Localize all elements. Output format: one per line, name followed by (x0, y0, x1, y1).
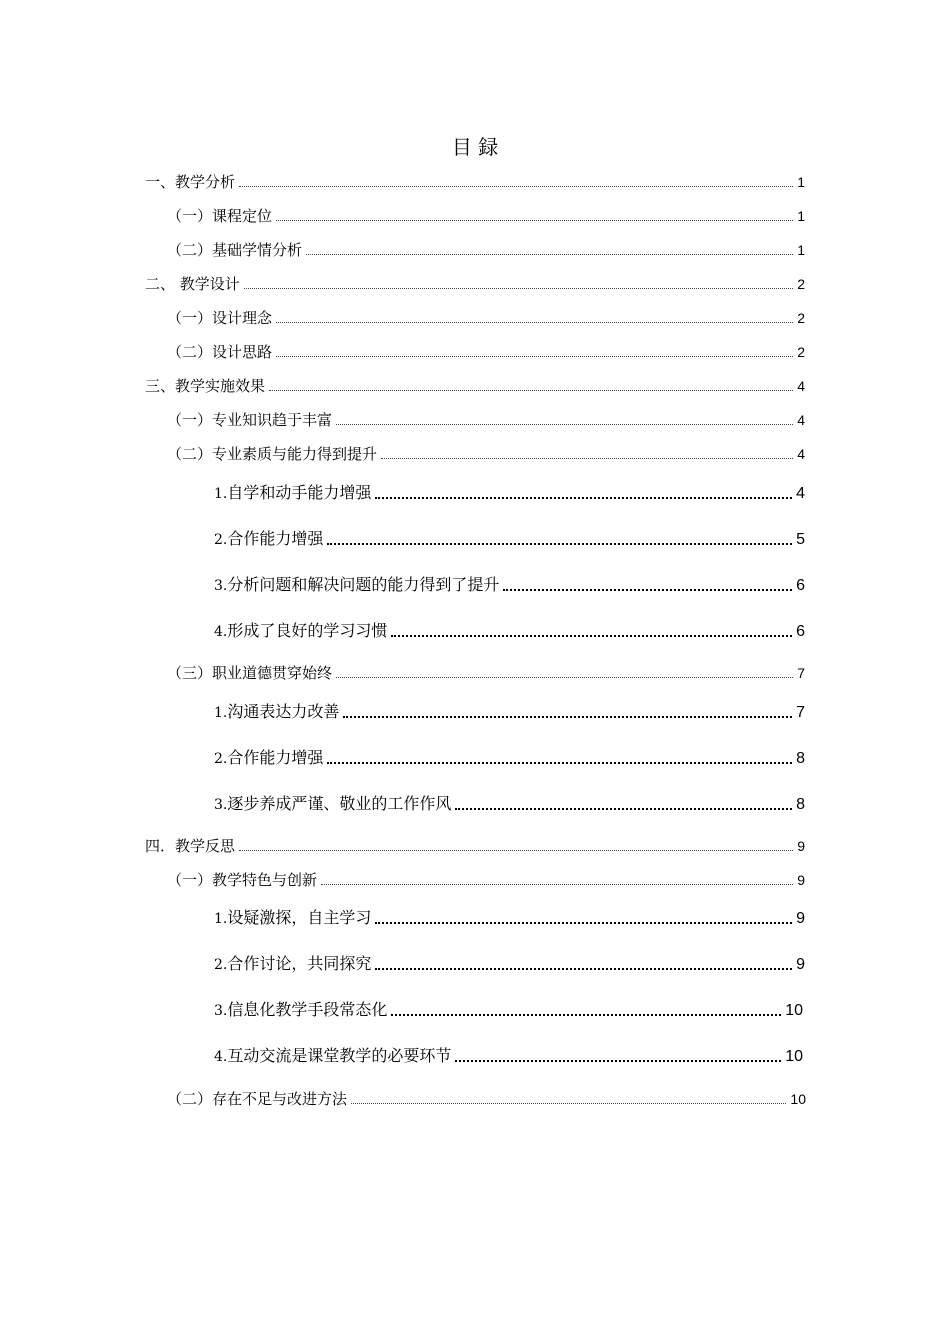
toc-entry-number: 2. (214, 957, 228, 973)
toc-entry-page-number: 2 (797, 310, 805, 326)
toc-entry[interactable] (214, 907, 805, 930)
toc-entry[interactable] (167, 663, 805, 683)
toc-entry-label (214, 1045, 451, 1068)
toc-entry[interactable] (145, 172, 805, 192)
toc-entry-page-number: 1 (797, 242, 805, 258)
toc-entry-page-number: 10 (790, 1091, 806, 1107)
toc-entry-label (167, 308, 272, 328)
toc-entry[interactable] (167, 240, 805, 260)
dot-leader (327, 543, 792, 545)
toc-entry-label (214, 701, 339, 724)
toc-entry-label (167, 342, 272, 362)
toc-entry[interactable] (214, 574, 805, 597)
toc-entry[interactable] (214, 793, 805, 816)
toc-entry-page-number: 9 (797, 872, 805, 888)
toc-entry-page-number: 9 (796, 910, 805, 927)
toc-entry-page-number: 8 (796, 750, 805, 767)
toc-entry-label (214, 482, 371, 505)
toc-entry-text: 形成了良好的学习习惯 (227, 621, 388, 640)
toc-entry-page-number: 6 (796, 623, 805, 640)
dot-leader (244, 288, 793, 289)
toc-entry-label (167, 663, 332, 683)
toc-entry-page-number: 7 (796, 704, 805, 721)
toc-entry-label (167, 240, 302, 260)
toc-entry-page-number: 7 (797, 665, 805, 681)
toc-entry-text: 互动交流是课堂教学的必要环节 (227, 1046, 452, 1065)
toc-entry-label (214, 907, 371, 930)
dot-leader (276, 220, 793, 221)
toc-entry-text: 沟通表达力改善 (227, 702, 340, 721)
toc-entry-label (214, 953, 371, 976)
toc-entry-page-number: 6 (796, 577, 805, 594)
toc-entry-page-number: 1 (797, 174, 805, 190)
dot-leader (455, 808, 792, 810)
toc-entry-text: （二）基础学情分析 (167, 241, 303, 259)
toc-entry-page-number: 10 (785, 1048, 803, 1065)
toc-entry-number: 3. (214, 578, 228, 594)
toc-entry-label (167, 206, 272, 226)
toc-entry[interactable] (167, 410, 805, 430)
toc-entry-text: （二）设计思路 (167, 343, 273, 361)
toc-entry-text: （三）职业道德贯穿始终 (167, 664, 333, 682)
page-title: 目 録 (451, 135, 499, 159)
toc-entry-label (145, 172, 235, 192)
toc-entry-label (145, 274, 240, 294)
toc-entry-page-number: 9 (796, 956, 805, 973)
toc-entry-label (214, 528, 323, 551)
toc-entry-number: 1. (214, 911, 228, 927)
toc-entry-number: 4. (214, 1049, 228, 1065)
dot-leader (306, 254, 793, 255)
toc-entry-label (214, 574, 499, 597)
toc-entry-page-number: 4 (797, 412, 805, 428)
dot-leader (239, 186, 793, 187)
toc-entry-page-number: 8 (796, 796, 805, 813)
dot-leader (336, 424, 793, 425)
toc-entry-number: 1. (214, 486, 228, 502)
toc-entry-text: 分析问题和解决问题的能力得到了提升 (227, 575, 500, 594)
dot-leader (239, 850, 793, 851)
dot-leader (336, 677, 793, 678)
toc-entry-label (167, 444, 377, 464)
toc-entry-text: （一）专业知识趋于丰富 (167, 411, 333, 429)
toc-entry[interactable] (145, 274, 805, 294)
dot-leader (381, 458, 793, 459)
toc-entry-text: 四．教学反思 (145, 837, 236, 855)
toc-entry-text: （二）存在不足与改进方法 (167, 1090, 348, 1108)
toc-entry-label (214, 793, 451, 816)
toc-entry[interactable] (167, 308, 805, 328)
toc-entry-label (167, 870, 317, 890)
dot-leader (455, 1060, 781, 1062)
dot-leader (269, 390, 793, 391)
dot-leader (375, 922, 792, 924)
toc-entry-number: 3. (214, 797, 228, 813)
toc-entry-number: 2. (214, 532, 228, 548)
toc-entry-page-number: 4 (797, 446, 805, 462)
toc-entry-text: （一）课程定位 (167, 207, 273, 225)
toc-entry-text: 合作能力增强 (227, 748, 324, 767)
toc-entry-text: 二、 教学设计 (145, 275, 240, 293)
toc-entry-label (167, 410, 332, 430)
toc-entry[interactable] (145, 376, 805, 396)
toc-entry-text: （一）设计理念 (167, 309, 273, 327)
toc-entry-page-number: 2 (797, 276, 805, 292)
dot-leader (375, 497, 792, 499)
toc-entry-text: 逐步养成严谨、敬业的工作作风 (227, 794, 452, 813)
dot-leader (351, 1103, 786, 1104)
dot-leader (276, 322, 793, 323)
dot-leader (391, 1014, 781, 1016)
toc-entry[interactable] (214, 528, 805, 551)
dot-leader (503, 589, 792, 591)
toc-entry-label (214, 620, 387, 643)
toc-entry-number: 2. (214, 751, 228, 767)
toc-entry[interactable] (214, 953, 805, 976)
toc-entry[interactable] (214, 482, 805, 505)
toc-entry[interactable] (167, 206, 805, 226)
toc-entry[interactable] (214, 999, 803, 1022)
dot-leader (375, 968, 792, 970)
dot-leader (391, 635, 792, 637)
toc-entry-label (214, 747, 323, 770)
toc-entry-page-number: 4 (796, 485, 805, 502)
toc-entry-label (145, 836, 235, 856)
dot-leader (276, 356, 793, 357)
toc-entry[interactable] (167, 342, 805, 362)
toc-entry-text: 设疑激探，自主学习 (227, 908, 372, 927)
toc-entry-page-number: 10 (785, 1002, 803, 1019)
toc-entry-page-number: 9 (797, 838, 805, 854)
toc-entry-text: （一）教学特色与创新 (167, 871, 318, 889)
dot-leader (343, 716, 792, 718)
toc-entry-page-number: 2 (797, 344, 805, 360)
toc-entry-number: 4. (214, 624, 228, 640)
toc-entry-text: 合作讨论，共同探究 (227, 954, 372, 973)
toc-entry-page-number: 1 (797, 208, 805, 224)
dot-leader (327, 762, 792, 764)
toc-entry[interactable] (145, 836, 805, 856)
toc-entry[interactable] (167, 1089, 806, 1109)
toc-entry[interactable] (214, 747, 805, 770)
toc-entry[interactable] (214, 620, 805, 643)
toc-entry-text: 自学和动手能力增强 (227, 483, 372, 502)
toc-entry[interactable] (167, 870, 805, 890)
dot-leader (321, 884, 793, 885)
toc-entry[interactable] (214, 1045, 803, 1068)
toc-entry[interactable] (214, 701, 805, 724)
toc-entry-label (145, 376, 265, 396)
toc-entry[interactable] (167, 444, 805, 464)
toc-entry-label (167, 1089, 347, 1109)
toc-entry-number: 3. (214, 1003, 228, 1019)
toc-entry-text: 一、教学分析 (145, 173, 236, 191)
toc-entry-page-number: 4 (797, 378, 805, 394)
toc-entry-text: 合作能力增强 (227, 529, 324, 548)
toc-entry-text: 三、教学实施效果 (145, 377, 266, 395)
toc-entry-text: 信息化教学手段常态化 (227, 1000, 388, 1019)
toc-entry-number: 1. (214, 705, 228, 721)
toc-entry-label (214, 999, 387, 1022)
toc-entry-text: （二）专业素质与能力得到提升 (167, 445, 378, 463)
toc-entry-page-number: 5 (796, 531, 805, 548)
